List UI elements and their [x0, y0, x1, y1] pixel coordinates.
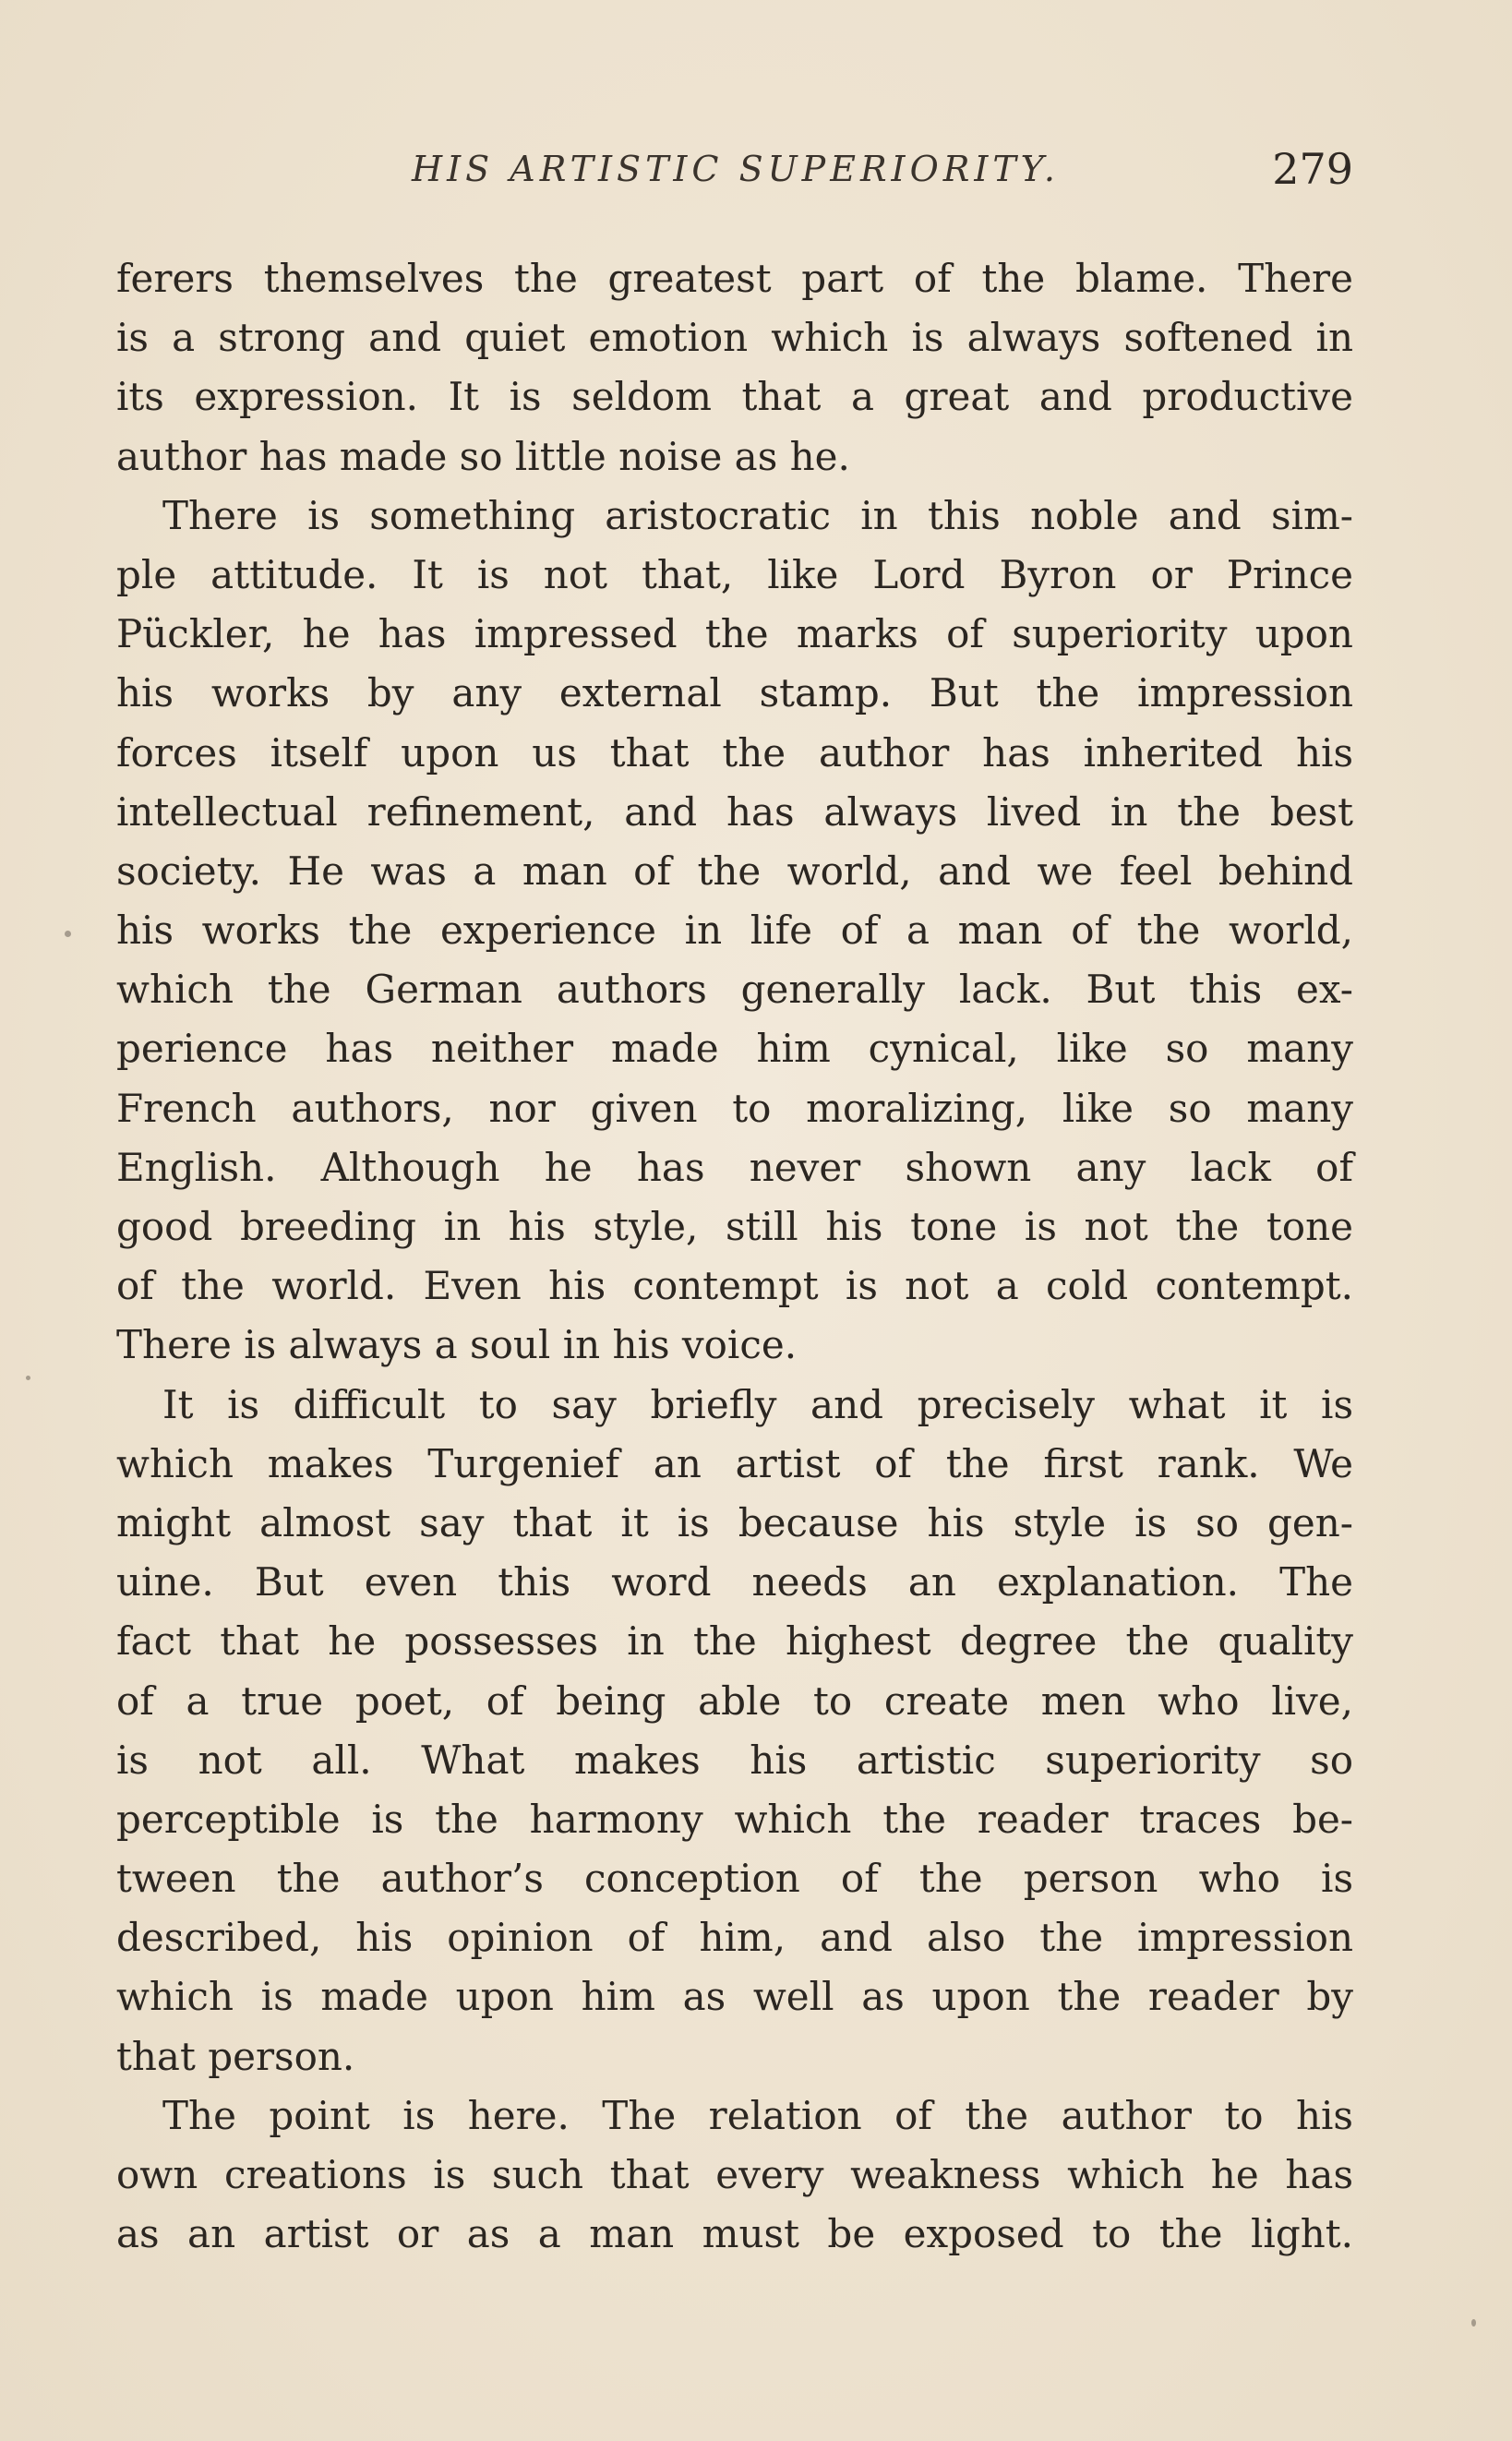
text-line: his works by any external stamp. But the impression: [116, 670, 1353, 716]
text-line: which makes Turgenief an artist of the first rank. We: [116, 1440, 1353, 1486]
text-line: tween the author’s conception of the person who is: [116, 1856, 1353, 1902]
text-line: is a strong and quiet emotion which is always softened in: [116, 315, 1353, 361]
text-line: perience has neither made him cynical, like so many: [116, 1026, 1353, 1072]
text-line: his works the experience in life of a man of the world,: [116, 908, 1353, 954]
text-line: that person.: [116, 2033, 355, 2079]
text-line: English. Although he has never shown any lack of: [116, 1144, 1353, 1190]
text-line: fact that he possesses in the highest degree the quality: [116, 1618, 1353, 1665]
paper-speck: [1471, 2319, 1476, 2327]
text-line: forces itself upon us that the author has inherited his: [116, 729, 1353, 776]
text-line: which is made upon him as well as upon the reader by: [116, 1974, 1353, 2020]
text-line: which the German authors generally lack. But this ex-: [116, 967, 1353, 1013]
running-head: [118, 138, 1353, 199]
text-line: might almost say that it is because his style is so gen-: [116, 1499, 1353, 1545]
text-line: Pückler, he has impressed the marks of superiority upon: [116, 611, 1353, 657]
text-line: society. He was a man of the world, and we feel behind: [116, 848, 1353, 894]
page-number: 279: [1272, 144, 1353, 194]
text-line: described, his opinion of him, and also the impression: [116, 1915, 1353, 1961]
text-line: intellectual refinement, and has always lived in the best: [116, 788, 1353, 835]
text-line: its expression. It is seldom that a great and productive: [116, 374, 1353, 420]
text-line: There is something aristocratic in this noble and sim-: [162, 492, 1353, 538]
text-line: There is always a soul in his voice.: [116, 1322, 798, 1368]
text-line: of a true poet, of being able to create men who live,: [116, 1677, 1353, 1724]
text-line: French authors, nor given to moralizing, like so many: [116, 1085, 1353, 1131]
running-title: HIS ARTISTIC SUPERIORITY.: [412, 149, 1060, 189]
text-line: It is difficult to say briefly and precisely what it is: [162, 1381, 1353, 1427]
text-line: ple attitude. It is not that, like Lord Byron or Prince: [116, 551, 1353, 597]
text-line: uine. But even this word needs an explanation. The: [116, 1559, 1353, 1605]
text-line: perceptible is the harmony which the reader traces be-: [116, 1796, 1353, 1842]
body-text: [116, 249, 1353, 2264]
text-line: The point is here. The relation of the author to his: [162, 2092, 1353, 2138]
text-line: of the world. Even his contempt is not a cold contempt.: [116, 1263, 1353, 1309]
text-line: as an artist or as a man must be exposed to the light.: [116, 2211, 1353, 2257]
text-line: author has made so little noise as he.: [116, 433, 850, 479]
paper-speck: [26, 1376, 30, 1380]
text-line: is not all. What makes his artistic superiority so: [116, 1737, 1353, 1783]
text-line: own creations is such that every weakness which he has: [116, 2152, 1353, 2197]
text-line: good breeding in his style, still his tone is not the tone: [116, 1204, 1353, 1249]
text-line: ferers themselves the greatest part of the blame. There: [116, 256, 1353, 301]
paper-speck: [65, 931, 71, 937]
